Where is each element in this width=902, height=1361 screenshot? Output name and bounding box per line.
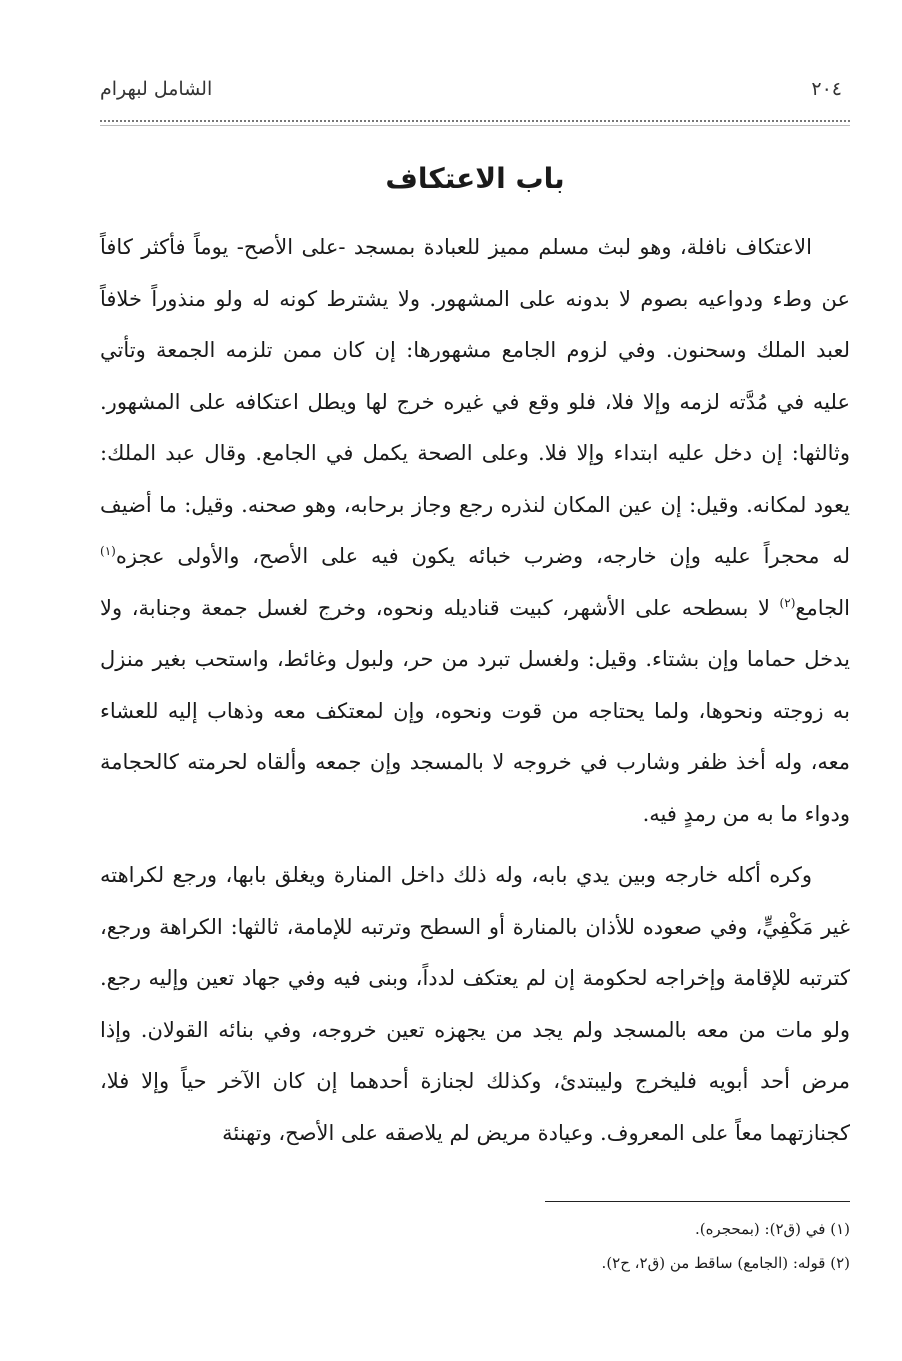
paragraph-1-part-b: الجامع — [795, 595, 850, 620]
paragraph-1-part-a: الاعتكاف نافلة، وهو لبث مسلم مميز للعبادة بمسجد -على الأصح- يوماً فأكثر كافاً عن وطء ودواعيه بصوم لا بدونه على المشهور. ولا يشترط كونه له ولو منذوراً خلافاً لعبد الملك وسحنون. وفي لزوم الجامع مشهورها: إن كان ممن تلزمه الجمعة وتأتي عليه في مُدَّته لزمه وإلا فلا، فلو وقع في غيره خرج لها ويطل اعتكافه على المشهور. وثالثها: إن دخل عليه ابتداء وإلا فلا. وعلى الصحة يكمل في الجامع. وقال عبد الملك: يعود لمكانه. وقيل: إن عين المكان لنذره رجع وجاز برحابه، وهو صحنه. وقيل: ما أضيف له محجراً عليه وإن خارجه، وضرب خبائه يكون فيه على الأصح، والأولى عجزه — [100, 235, 850, 568]
footnote-ref-1: (١) — [100, 544, 116, 558]
footnotes — [100, 1212, 850, 1280]
footnote-2: (٢) قوله: (الجامع) ساقط من (ق٢، ح٢). — [601, 1254, 850, 1272]
paragraph-1-part-c: لا بسطحه على الأشهر، كبيت قناديله ونحوه، وخرج لغسل جمعة وجنابة، ولا يدخل حماما وإن بشتاء. وقيل: ولغسل تبرد من حر، ولبول وغائط، واستحب بغير منزل به زوجته ونحوها، ولما يحتاجه من قوت ونحوه، وإن لمعتكف معه وذهاب إليه للعشاء معه، وله أخذ ظفر وشارب في خروجه لا بالمسجد وإن جمعه وألقاه لحرمته كالحجامة ودواء ما به من رمدٍ فيه. — [100, 595, 851, 826]
footnote-ref-2: (٢) — [779, 595, 796, 610]
page-number: ٢٠٤ — [811, 78, 842, 100]
header-divider-thin — [100, 125, 850, 126]
running-header-title: الشامل لبهرام — [100, 78, 213, 100]
paragraph-1 — [100, 222, 850, 840]
main-text — [100, 222, 850, 1159]
running-header — [100, 72, 850, 112]
chapter-title: باب الاعتكاف — [385, 162, 565, 195]
footnote-1: (١) في (ق٢): (بمحجره). — [694, 1220, 850, 1238]
header-divider — [100, 120, 850, 122]
footnote-divider — [545, 1201, 850, 1202]
paragraph-2: وكره أكله خارجه وبين يدي بابه، وله ذلك داخل المنارة ويغلق بابها، ورجع لكراهته غير مَكْفِيٍّ، وفي صعوده للأذان بالمنارة أو السطح وترتبه للإمامة، ثالثها: الكراهة ورجع، كترتبه للإقامة وإخراجه لحكومة إن لم يعتكف لدداً، وبنى فيه وفي جهاد تعين وإليه رجع. ولو مات من معه بالمسجد ولم يجد من يجهزه تعين خروجه، وفي بنائه القولان. وإذا مرض أحد أبويه فليخرج وليبتدئ، وكذلك لجنازة أحدهما إن كان الآخر حياً وإلا فلا، كجنازتهما معاً على المعروف. وعيادة مريض لم يلاصقه على الأصح، وتهنئة — [100, 863, 850, 1145]
